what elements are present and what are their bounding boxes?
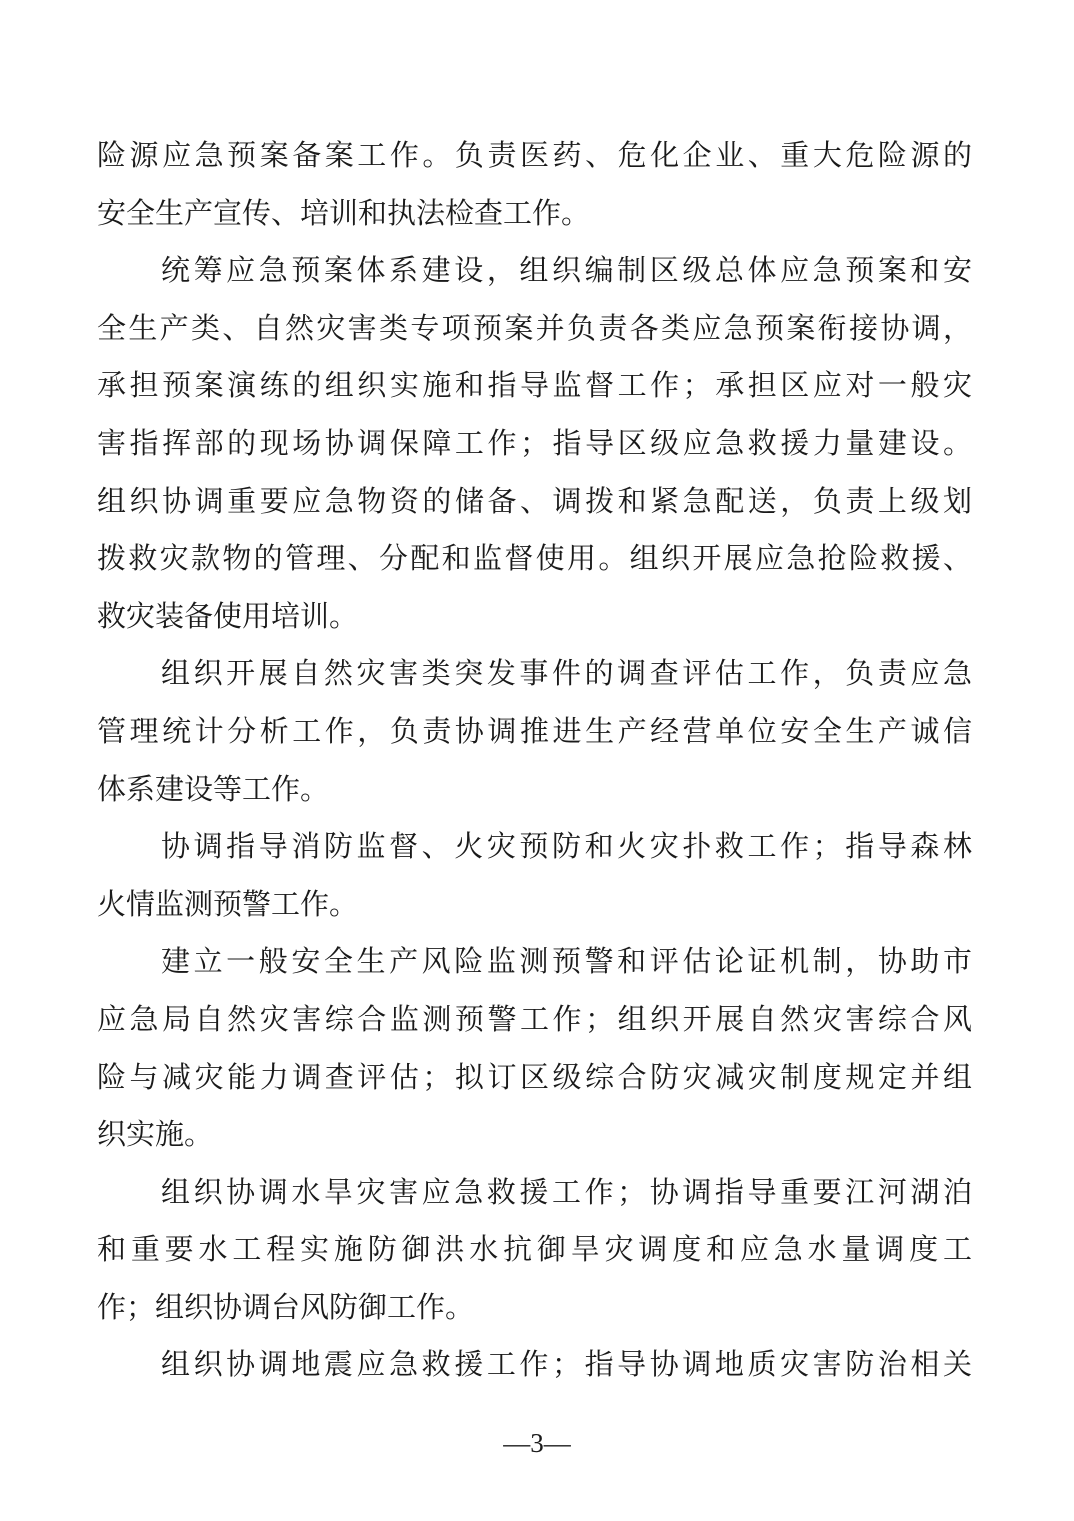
text-line: 统筹应急预案体系建设，组织编制区级总体应急预案和安 [161, 253, 972, 288]
text-line: 和重要水工程实施防御洪水抗御旱灾调度和应急水量调度工 [97, 1232, 972, 1267]
text-line: 管理统计分析工作，负责协调推进生产经营单位安全生产诚信 [97, 713, 972, 748]
text-line: 织实施。 [97, 1117, 214, 1152]
text-line: 救灾装备使用培训。 [97, 598, 359, 633]
text-line: 应急局自然灾害综合监测预警工作；组织开展自然灾害综合风 [97, 1001, 972, 1036]
text-line: 组织协调重要应急物资的储备、调拨和紧急配送，负责上级划 [97, 483, 972, 518]
text-line: 险与减灾能力调查评估；拟订区级综合防灾减灾制度规定并组 [97, 1059, 972, 1094]
text-line: 险源应急预案备案工作。负责医药、危化企业、重大危险源的 [97, 138, 972, 172]
text-line: 火情监测预警工作。 [97, 886, 359, 921]
text-line: 拨救灾款物的管理、分配和监督使用。组织开展应急抢险救援、 [97, 541, 972, 576]
text-line: 体系建设等工作。 [97, 771, 330, 806]
text-line: 协调指导消防监督、火灾预防和火灾扑救工作；指导森林 [161, 829, 972, 864]
text-line: 组织开展自然灾害类突发事件的调查评估工作，负责应急 [161, 656, 972, 691]
text-line: 害指挥部的现场协调保障工作；指导区级应急救援力量建设。 [97, 425, 972, 460]
page-number: —3— [503, 1428, 571, 1458]
text-line: 安全生产宣传、培训和执法检查工作。 [97, 195, 591, 230]
text-line: 承担预案演练的组织实施和指导监督工作；承担区应对一般灾 [97, 368, 972, 403]
text-line: 全生产类、自然灾害类专项预案并负责各类应急预案衔接协调， [97, 310, 972, 345]
text-line: 作；组织协调台风防御工作。 [97, 1289, 475, 1324]
text-line: 组织协调地震应急救援工作；指导协调地质灾害防治相关 [161, 1347, 972, 1382]
body-text [97, 127, 972, 1394]
text-line: 组织协调水旱灾害应急救援工作；协调指导重要江河湖泊 [161, 1174, 972, 1209]
text-line: 建立一般安全生产风险监测预警和评估论证机制，协助市 [161, 944, 972, 979]
